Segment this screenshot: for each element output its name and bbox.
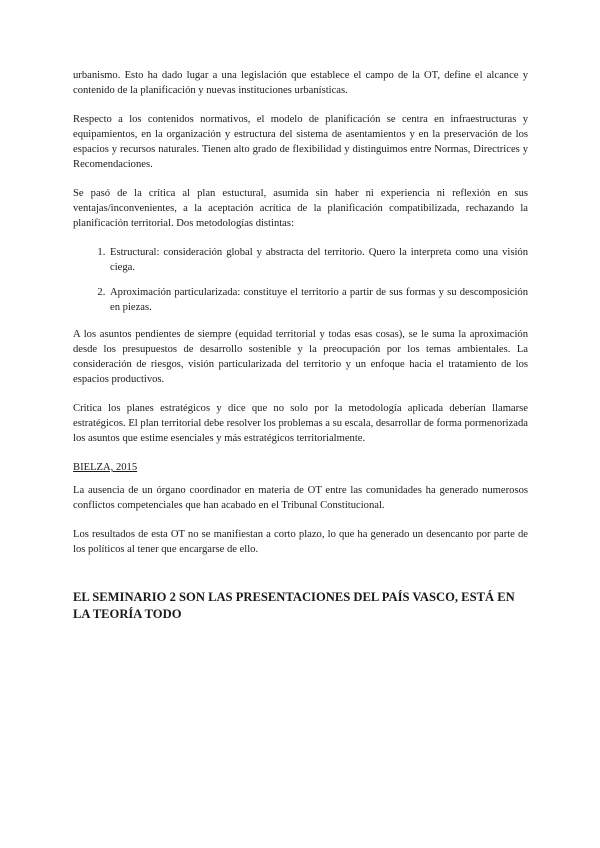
methodology-list bbox=[73, 245, 528, 315]
reference-bielza: BIELZA, 2015 bbox=[73, 462, 138, 473]
section-heading-seminario: EL SEMINARIO 2 SON LAS PRESENTACIONES DEL PAÍS VASCO, ESTÁ EN LA TEORÍA TODO bbox=[73, 590, 515, 621]
paragraph-planes-estrategicos: Critica los planes estratégicos y dice que no solo por la metodología aplicada deberían llamarse estratégicos. El plan territorial debe resolver los problemas a su escala, desarrollar de forma pormenorizada los asuntos que estime esenciales y más estratégicos territorialmente. bbox=[73, 403, 528, 444]
list-item-estructural: 1. Estructural: consideración global y abstracta del territorio. Quero la interpreta como una visión ciega. bbox=[108, 245, 528, 275]
paragraph-urbanismo: urbanismo. Esto ha dado lugar a una legislación que establece el campo de la OT, define el alcance y contenido de la planificación y nuevas instituciones urbanísticas. bbox=[73, 70, 528, 96]
paragraph-asuntos-pendientes: A los asuntos pendientes de siempre (equidad territorial y todas esas cosas), se le suma la aproximación desde los presupuestos de desarrollo sostenible y la preocupación por los temas ambientales. La consideración de riesgos, visión particularizada del territorio y un enfoque hacia el tratamiento de los espacios productivos. bbox=[73, 329, 528, 385]
list-item-aproximacion: 2. Aproximación particularizada: constituye el territorio a partir de sus formas y su descomposición en piezas. bbox=[108, 285, 528, 315]
paragraph-contenidos-normativos: Respecto a los contenidos normativos, el modelo de planificación se centra en infraestructuras y equipamientos, en la organización y estructura del sistema de asentamientos y en la preservación de los espacios y recursos naturales. Tienen alto grado de flexibilidad y distinguimos entre Normas, Directrices y Recomendaciones. bbox=[73, 114, 528, 170]
paragraph-organo-coordinador: La ausencia de un órgano coordinador en materia de OT entre las comunidades ha generado numerosos conflictos competenciales que han acabado en el Tribunal Constitucional. bbox=[73, 485, 528, 511]
paragraph-resultados-ot: Los resultados de esta OT no se manifiestan a corto plazo, lo que ha generado un desencanto por parte de los políticos al tener que encargarse de ello. bbox=[73, 529, 528, 555]
paragraph-critica-plan-estructural: Se pasó de la crítica al plan estuctural, asumida sin haber ni experiencia ni reflexión en sus ventajas/inconvenientes, a la aceptación acrítica de la planificación compatibilizada, rechazando la planificación territorial. Dos metodologías distintas: bbox=[73, 188, 528, 229]
